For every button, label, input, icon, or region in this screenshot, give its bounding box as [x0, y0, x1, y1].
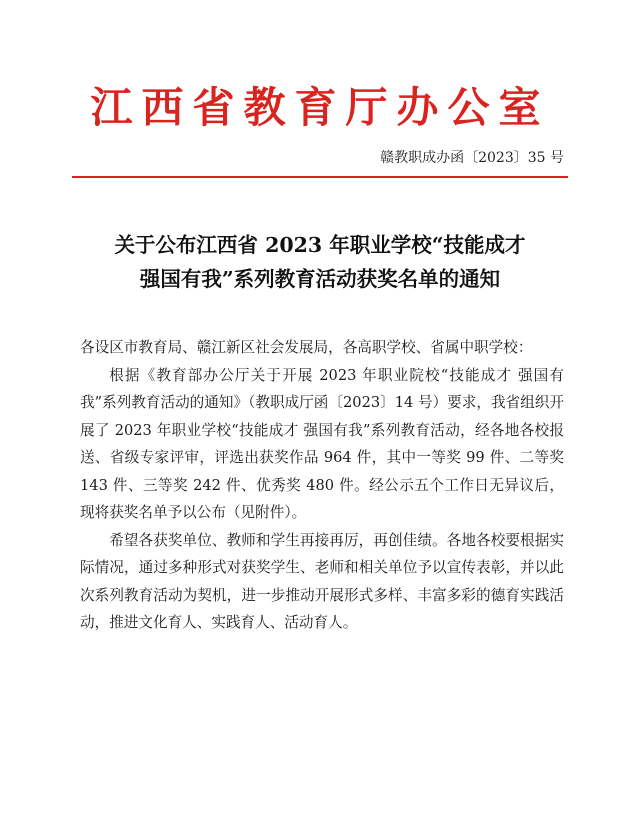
body-paragraph-1: 根据《教育部办公厅关于开展 2023 年职业院校“技能成才 强国有我”系列教育活动的通知》（教职成厅函〔2023〕14 号）要求，我省组织开展了 2023 年职业学校“技能成才 强国有我”系列教育活动，经各地各校报送、省级专家评审，评选出获奖作品 964 件，其中一等奖 99 件、二等奖 143 件、三等奖 242 件、优秀奖 480 件。经公示五个工作日无异议后，现将获奖名单予以公布（见附件）。	[80, 366, 564, 521]
document-title	[40, 228, 600, 296]
document-title-line-1: 关于公布江西省 2023 年职业学校“技能成才	[114, 233, 526, 257]
letterhead-red-rule	[72, 176, 568, 178]
document-body	[80, 334, 564, 637]
document-title-line-2: 强国有我”系列教育活动获奖名单的通知	[139, 267, 501, 291]
salutation: 各设区市教育局、赣江新区社会发展局，各高职学校、省属中职学校：	[80, 339, 533, 356]
document-number: 赣教职成办函〔2023〕35 号	[380, 150, 564, 166]
letterhead-org-name: 江西省教育厅办公室	[90, 83, 550, 132]
body-paragraph-2: 希望各获奖单位、教师和学生再接再厉，再创佳绩。各地各校要根据实际情况，通过多种形式对获奖学生、老师和相关单位予以宣传表彰，并以此次系列教育活动为契机，进一步推动开展形式多样、丰富多彩的德育实践活动，推进文化育人、实践育人、活动育人。	[80, 531, 564, 631]
